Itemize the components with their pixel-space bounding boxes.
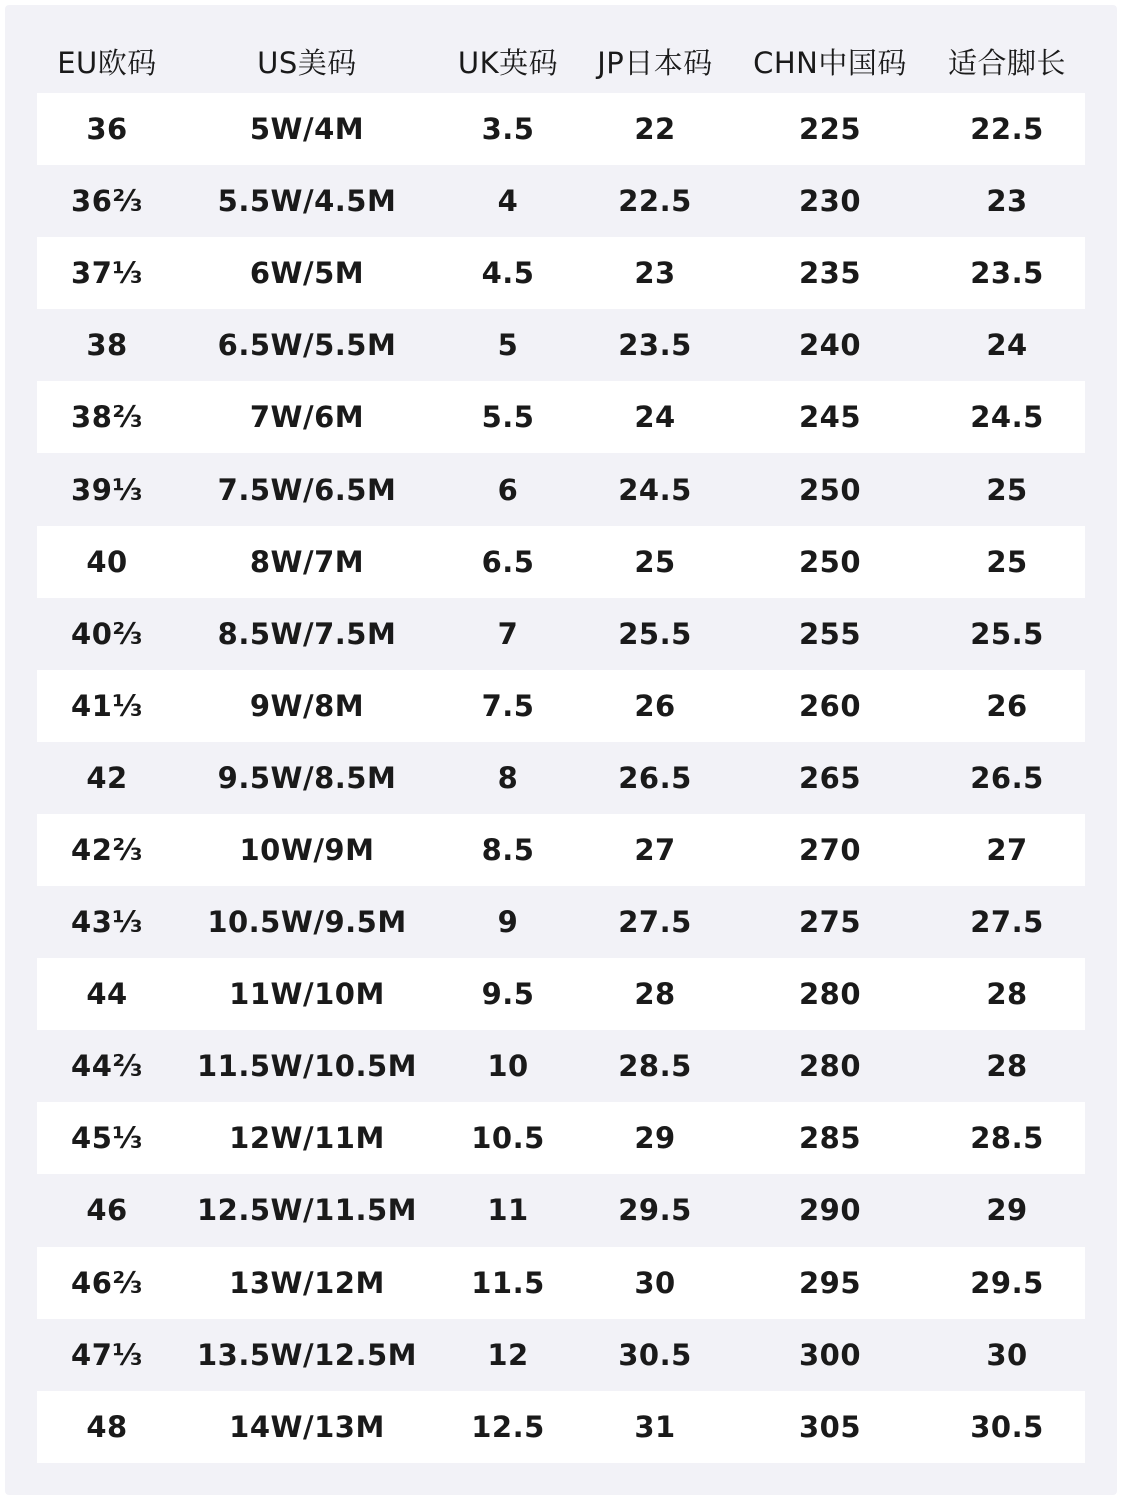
eu-size-cell: 42 — [86, 760, 128, 795]
chn-size-cell: 235 — [798, 256, 862, 291]
us-size-cell: 7.5W/6.5M — [217, 472, 397, 507]
eu-size-cell: 48 — [86, 1409, 128, 1444]
table-row — [37, 1247, 1085, 1319]
header-chn: CHN中国码 — [753, 45, 907, 80]
uk-size-cell: 12.5 — [471, 1409, 545, 1444]
eu-size-cell: 38⅔ — [71, 400, 143, 435]
us-size-cell: 12.5W/11.5M — [196, 1193, 418, 1228]
us-size-cell: 9W/8M — [249, 688, 365, 723]
chn-size-cell: 250 — [798, 472, 862, 507]
us-size-cell: 14W/13M — [229, 1409, 385, 1444]
foot-length-cell: 30.5 — [970, 1409, 1044, 1444]
eu-size-cell: 36⅔ — [71, 184, 143, 219]
us-size-cell: 6.5W/5.5M — [217, 328, 397, 363]
us-size-cell: 8W/7M — [249, 544, 365, 579]
jp-size-cell: 25 — [634, 544, 676, 579]
eu-size-cell: 41⅓ — [71, 688, 143, 723]
eu-size-cell: 47⅓ — [71, 1337, 143, 1372]
foot-length-cell: 26.5 — [970, 760, 1044, 795]
uk-size-cell: 7.5 — [481, 688, 535, 723]
us-size-cell: 12W/11M — [229, 1121, 385, 1156]
jp-size-cell: 23.5 — [618, 328, 692, 363]
foot-length-cell: 23.5 — [970, 256, 1044, 291]
foot-length-cell: 25.5 — [970, 616, 1044, 651]
uk-size-cell: 4 — [497, 184, 519, 219]
uk-size-cell: 12 — [487, 1337, 529, 1372]
table-row — [37, 1391, 1085, 1463]
chn-size-cell: 230 — [798, 184, 862, 219]
table-header — [37, 25, 1085, 97]
eu-size-cell: 42⅔ — [71, 832, 143, 867]
foot-length-cell: 27 — [986, 832, 1028, 867]
eu-size-cell: 39⅓ — [71, 472, 143, 507]
eu-size-cell: 40⅔ — [71, 616, 143, 651]
jp-size-cell: 24 — [634, 400, 676, 435]
uk-size-cell: 5 — [497, 328, 519, 363]
uk-size-cell: 11.5 — [471, 1265, 545, 1300]
header-jp: JP日本码 — [597, 45, 713, 80]
table-row — [37, 742, 1085, 814]
jp-size-cell: 27.5 — [618, 905, 692, 940]
jp-size-cell: 28 — [634, 977, 676, 1012]
foot-length-cell: 24.5 — [970, 400, 1044, 435]
eu-size-cell: 38 — [86, 328, 128, 363]
jp-size-cell: 22 — [634, 112, 676, 147]
foot-length-cell: 23 — [986, 184, 1028, 219]
table-row — [37, 1030, 1085, 1102]
foot-length-cell: 27.5 — [970, 905, 1044, 940]
us-size-cell: 11W/10M — [229, 977, 385, 1012]
uk-size-cell: 7 — [497, 616, 519, 651]
eu-size-cell: 40 — [86, 544, 128, 579]
us-size-cell: 13.5W/12.5M — [196, 1337, 418, 1372]
table-row — [37, 670, 1085, 742]
chn-size-cell: 260 — [798, 688, 862, 723]
table-row — [37, 958, 1085, 1030]
uk-size-cell: 8 — [497, 760, 519, 795]
table-row — [37, 886, 1085, 958]
table-row — [37, 526, 1085, 598]
chn-size-cell: 290 — [798, 1193, 862, 1228]
us-size-cell: 11.5W/10.5M — [196, 1049, 418, 1084]
us-size-cell: 7W/6M — [249, 400, 365, 435]
table-row — [37, 1102, 1085, 1174]
chn-size-cell: 245 — [798, 400, 862, 435]
us-size-cell: 13W/12M — [229, 1265, 385, 1300]
uk-size-cell: 6.5 — [481, 544, 535, 579]
jp-size-cell: 26 — [634, 688, 676, 723]
table-row — [37, 309, 1085, 381]
us-size-cell: 10W/9M — [239, 832, 375, 867]
foot-length-cell: 29 — [986, 1193, 1028, 1228]
foot-length-cell: 25 — [986, 472, 1028, 507]
uk-size-cell: 10.5 — [471, 1121, 545, 1156]
jp-size-cell: 27 — [634, 832, 676, 867]
table-row — [37, 1319, 1085, 1391]
jp-size-cell: 31 — [634, 1409, 676, 1444]
chn-size-cell: 295 — [798, 1265, 862, 1300]
chn-size-cell: 270 — [798, 832, 862, 867]
chn-size-cell: 285 — [798, 1121, 862, 1156]
eu-size-cell: 44⅔ — [71, 1049, 143, 1084]
foot-length-cell: 25 — [986, 544, 1028, 579]
chn-size-cell: 265 — [798, 760, 862, 795]
size-chart-card — [5, 5, 1117, 1495]
eu-size-cell: 36 — [86, 112, 128, 147]
table-row — [37, 453, 1085, 525]
uk-size-cell: 4.5 — [481, 256, 535, 291]
jp-size-cell: 26.5 — [618, 760, 692, 795]
uk-size-cell: 3.5 — [481, 112, 535, 147]
table-row — [37, 1174, 1085, 1246]
chn-size-cell: 280 — [798, 1049, 862, 1084]
chn-size-cell: 275 — [798, 905, 862, 940]
uk-size-cell: 5.5 — [481, 400, 535, 435]
table-row — [37, 598, 1085, 670]
chn-size-cell: 305 — [798, 1409, 862, 1444]
us-size-cell: 10.5W/9.5M — [207, 905, 407, 940]
table-row — [37, 165, 1085, 237]
foot-length-cell: 22.5 — [970, 112, 1044, 147]
table-row — [37, 93, 1085, 165]
us-size-cell: 9.5W/8.5M — [217, 760, 397, 795]
table-body — [37, 93, 1085, 1463]
jp-size-cell: 30.5 — [618, 1337, 692, 1372]
uk-size-cell: 8.5 — [481, 832, 535, 867]
table-row — [37, 381, 1085, 453]
eu-size-cell: 45⅓ — [71, 1121, 143, 1156]
eu-size-cell: 46 — [86, 1193, 128, 1228]
us-size-cell: 8.5W/7.5M — [217, 616, 397, 651]
us-size-cell: 5W/4M — [249, 112, 365, 147]
uk-size-cell: 10 — [487, 1049, 529, 1084]
uk-size-cell: 11 — [487, 1193, 529, 1228]
header-uk: UK英码 — [457, 45, 559, 80]
foot-length-cell: 28 — [986, 1049, 1028, 1084]
table-row — [37, 237, 1085, 309]
table-row — [37, 814, 1085, 886]
eu-size-cell: 37⅓ — [71, 256, 143, 291]
eu-size-cell: 43⅓ — [71, 905, 143, 940]
us-size-cell: 5.5W/4.5M — [217, 184, 397, 219]
eu-size-cell: 44 — [86, 977, 128, 1012]
jp-size-cell: 24.5 — [618, 472, 692, 507]
chn-size-cell: 280 — [798, 977, 862, 1012]
foot-length-cell: 24 — [986, 328, 1028, 363]
foot-length-cell: 30 — [986, 1337, 1028, 1372]
foot-length-cell: 28 — [986, 977, 1028, 1012]
uk-size-cell: 9 — [497, 905, 519, 940]
jp-size-cell: 29.5 — [618, 1193, 692, 1228]
foot-length-cell: 26 — [986, 688, 1028, 723]
chn-size-cell: 300 — [798, 1337, 862, 1372]
eu-size-cell: 46⅔ — [71, 1265, 143, 1300]
header-us: US美码 — [257, 45, 357, 80]
chn-size-cell: 255 — [798, 616, 862, 651]
foot-length-cell: 28.5 — [970, 1121, 1044, 1156]
foot-length-cell: 29.5 — [970, 1265, 1044, 1300]
jp-size-cell: 28.5 — [618, 1049, 692, 1084]
header-eu: EU欧码 — [57, 45, 157, 80]
uk-size-cell: 9.5 — [481, 977, 535, 1012]
chn-size-cell: 240 — [798, 328, 862, 363]
uk-size-cell: 6 — [497, 472, 519, 507]
chn-size-cell: 250 — [798, 544, 862, 579]
jp-size-cell: 30 — [634, 1265, 676, 1300]
jp-size-cell: 23 — [634, 256, 676, 291]
jp-size-cell: 29 — [634, 1121, 676, 1156]
jp-size-cell: 25.5 — [618, 616, 692, 651]
header-foot-length: 适合脚长 — [947, 45, 1066, 80]
us-size-cell: 6W/5M — [249, 256, 365, 291]
chn-size-cell: 225 — [798, 112, 862, 147]
jp-size-cell: 22.5 — [618, 184, 692, 219]
